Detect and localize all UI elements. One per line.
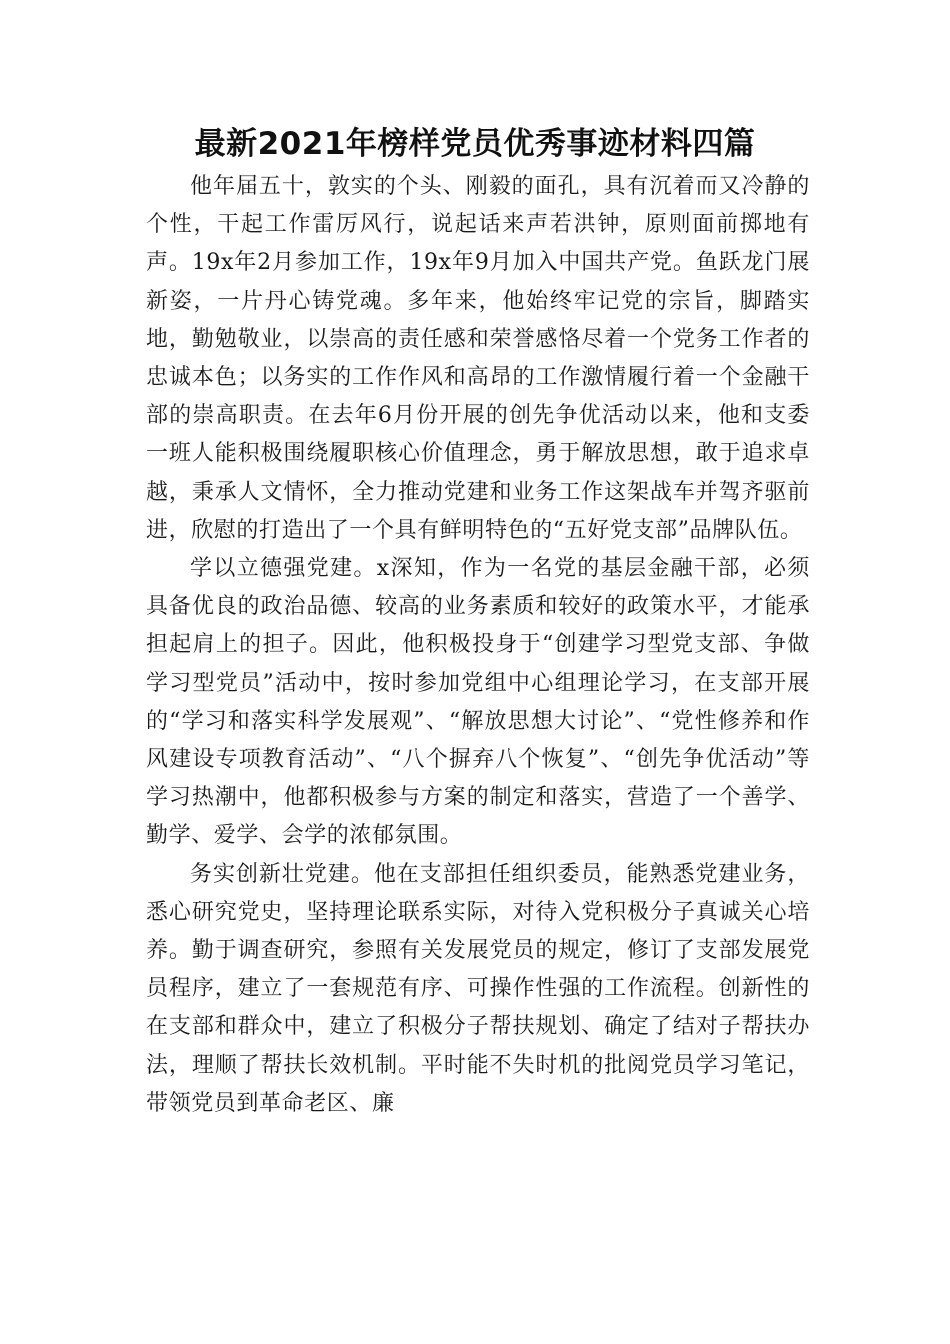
paragraph-3: 务实创新壮党建。他在支部担任组织委员，能熟悉党建业务，悉心研究党史，坚持理论联系实际，对待入党积极分子真诚关心培养。勤于调查研究，参照有关发展党员的规定，修订了支部发展党员程序，建立了一套规范有序、可操作性强的工作流程。创新性的在支部和群众中，建立了积极分子帮扶规划、确定了结对子帮扶办法，理顺了帮扶长效机制。平时能不失时机的批阅党员学习笔记，带领党员到革命老区、廉 — [146, 861, 810, 1116]
paragraph-2: 学以立德强党建。x深知，作为一名党的基层金融干部，必须具备优良的政治品德、较高的业务素质和较好的政策水平，才能承担起肩上的担子。因此，他积极投身于“创建学习型党支部、争做学习型党员”活动中，按时参加党组中心组理论学习，在支部开展的“学习和落实科学发展观”、“解放思想大讨论”、“党性修养和作风建设专项教育活动”、“八个摒弃八个恢复”、“创先争优活动”等学习热潮中，他都积极参与方案的制定和落实，营造了一个善学、勤学、爱学、会学的浓郁氛围。 — [146, 556, 810, 849]
paragraph-1: 他年届五十，敦实的个头、刚毅的面孔，具有沉着而又冷静的个性，干起工作雷厉风行，说起话来声若洪钟，原则面前掷地有声。19x年2月参加工作，19x年9月加入中国共产党。鱼跃龙门展新姿，一片丹心铸党魂。多年来，他始终牢记党的宗旨，脚踏实地，勤勉敬业，以崇高的责任感和荣誉感恪尽着一个党务工作者的忠诚本色；以务实的工作作风和高昂的工作激情履行着一个金融干部的崇高职责。在去年6月份开展的创先争优活动以来，他和支委一班人能积极围绕履职核心价值理念，勇于解放思想，敢于追求卓越，秉承人文情怀，全力推动党建和业务工作这架战车并驾齐驱前进，欣慰的打造出了一个具有鲜明特色的“五好党支部”品牌队伍。 — [146, 174, 810, 543]
document-title: 最新2021年榜样党员优秀事迹材料四篇 — [194, 126, 756, 162]
document-body — [146, 168, 810, 1123]
